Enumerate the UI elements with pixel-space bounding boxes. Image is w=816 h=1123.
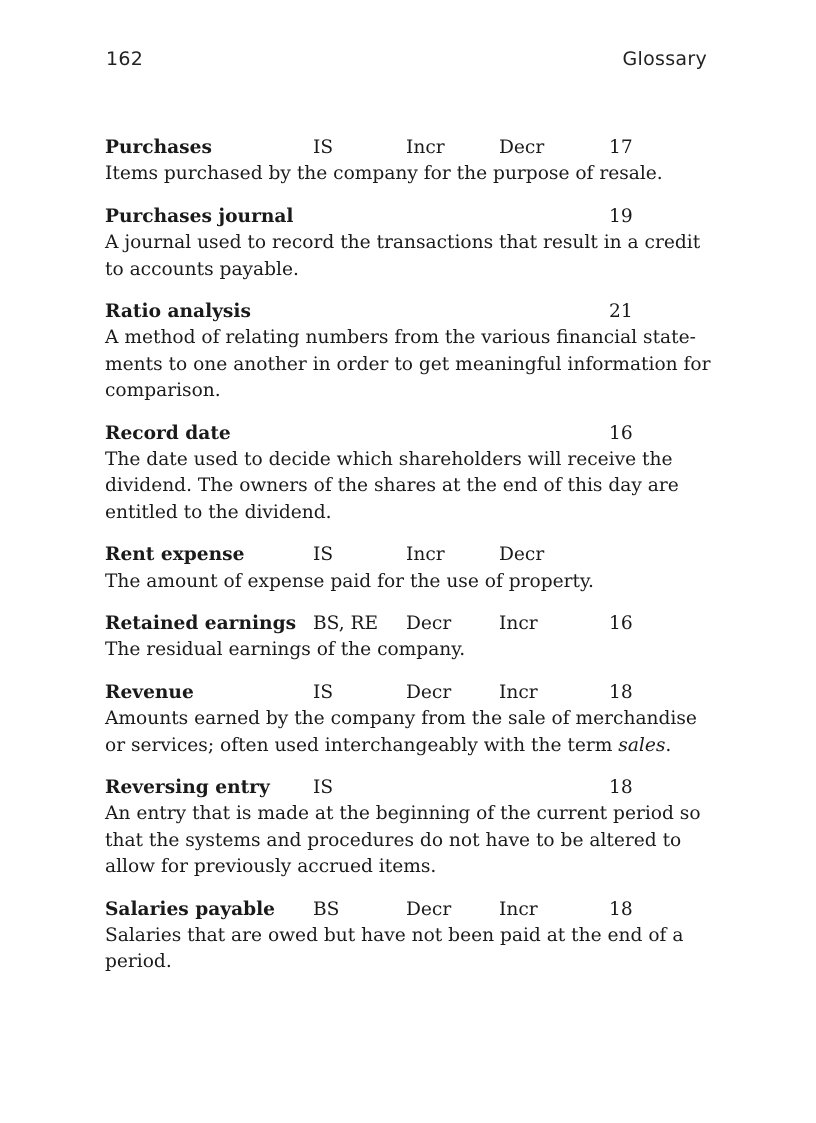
entry-debit: Incr [406,137,445,158]
definition-emphasis: sales [618,734,666,756]
entry-chapter: 16 [609,422,633,444]
entry-credit: Decr [499,137,545,158]
entry-statement: IS [313,777,334,799]
entry-term: Ratio analysis [105,301,251,322]
entry-chapter: 18 [609,681,633,703]
entry-definition: Items purchased by the company for the purpose of resale. [105,163,663,185]
entry-chapter: 16 [609,613,633,635]
entry-chapter: 17 [609,137,633,158]
entry-definition: Salaries that are owed but have not been paid at the end of a period. [105,925,684,973]
entry-heading [105,897,715,923]
entry-term: Revenue [105,681,194,703]
entry-credit: Decr [499,544,545,566]
entry-debit: Decr [406,898,452,920]
glossary-list [105,135,715,992]
entry-term: Record date [105,422,231,444]
entry-credit: Incr [499,681,538,703]
entry-chapter: 18 [609,898,633,920]
glossary-entry [105,299,715,405]
entry-statement: IS [313,681,334,703]
entry-statement: IS [313,137,334,158]
entry-chapter: 19 [609,205,633,227]
entry-statement: BS [313,898,340,920]
entry-term: Rent expense [105,544,245,566]
glossary-entry [105,204,715,283]
entry-heading [105,299,715,325]
entry-definition: A journal used to record the transactions that result in a credit to accounts payable. [105,232,701,280]
glossary-entry [105,135,715,188]
entry-statement: IS [313,544,334,566]
entry-definition: A method of relating numbers from the various financial state-ments to one another in order to get meaningful information for comparison. [105,327,711,402]
entry-credit: Incr [499,898,538,920]
entry-term: Reversing entry [105,777,270,799]
glossary-entry [105,542,715,595]
entry-credit: Incr [499,613,538,635]
entry-debit: Decr [406,681,452,703]
entry-heading [105,204,715,230]
glossary-entry [105,421,715,527]
definition-period: . [665,734,672,756]
entry-definition: The date used to decide which shareholders will receive the dividend. The owners of the shares at the end of this day are entitled to the dividend. [105,449,679,523]
entry-debit: Decr [406,613,452,635]
entry-term: Salaries payable [105,898,276,920]
glossary-entry [105,897,715,976]
entry-heading [105,680,715,706]
entry-term: Purchases [105,137,212,158]
entry-statement: BS, RE [313,613,379,635]
entry-term: Purchases journal [105,205,294,227]
entry-term: Retained earnings [105,613,297,635]
entry-heading [105,611,715,637]
entry-definition: The residual earnings of the company. [105,639,466,661]
page-number: 162 [106,48,144,70]
page-header [106,48,707,70]
entry-chapter: 21 [609,301,633,322]
entry-definition: An entry that is made at the beginning of the current period so that the systems and procedures do not have to be altered to allow for previously accrued items. [105,803,701,878]
entry-definition: The amount of expense paid for the use of property. [105,570,594,592]
entry-chapter: 18 [609,777,633,799]
definition-text: Amounts earned by the company from the sale of merchandise or services; often used interchangeably with the term [105,708,697,756]
entry-debit: Incr [406,544,445,566]
entry-heading [105,542,715,568]
entry-heading [105,421,715,447]
entry-heading [105,135,715,161]
glossary-entry [105,775,715,881]
entry-heading [105,775,715,801]
glossary-entry [105,611,715,664]
entry-definition [105,706,715,759]
section-title: Glossary [622,48,707,70]
glossary-entry [105,680,715,759]
